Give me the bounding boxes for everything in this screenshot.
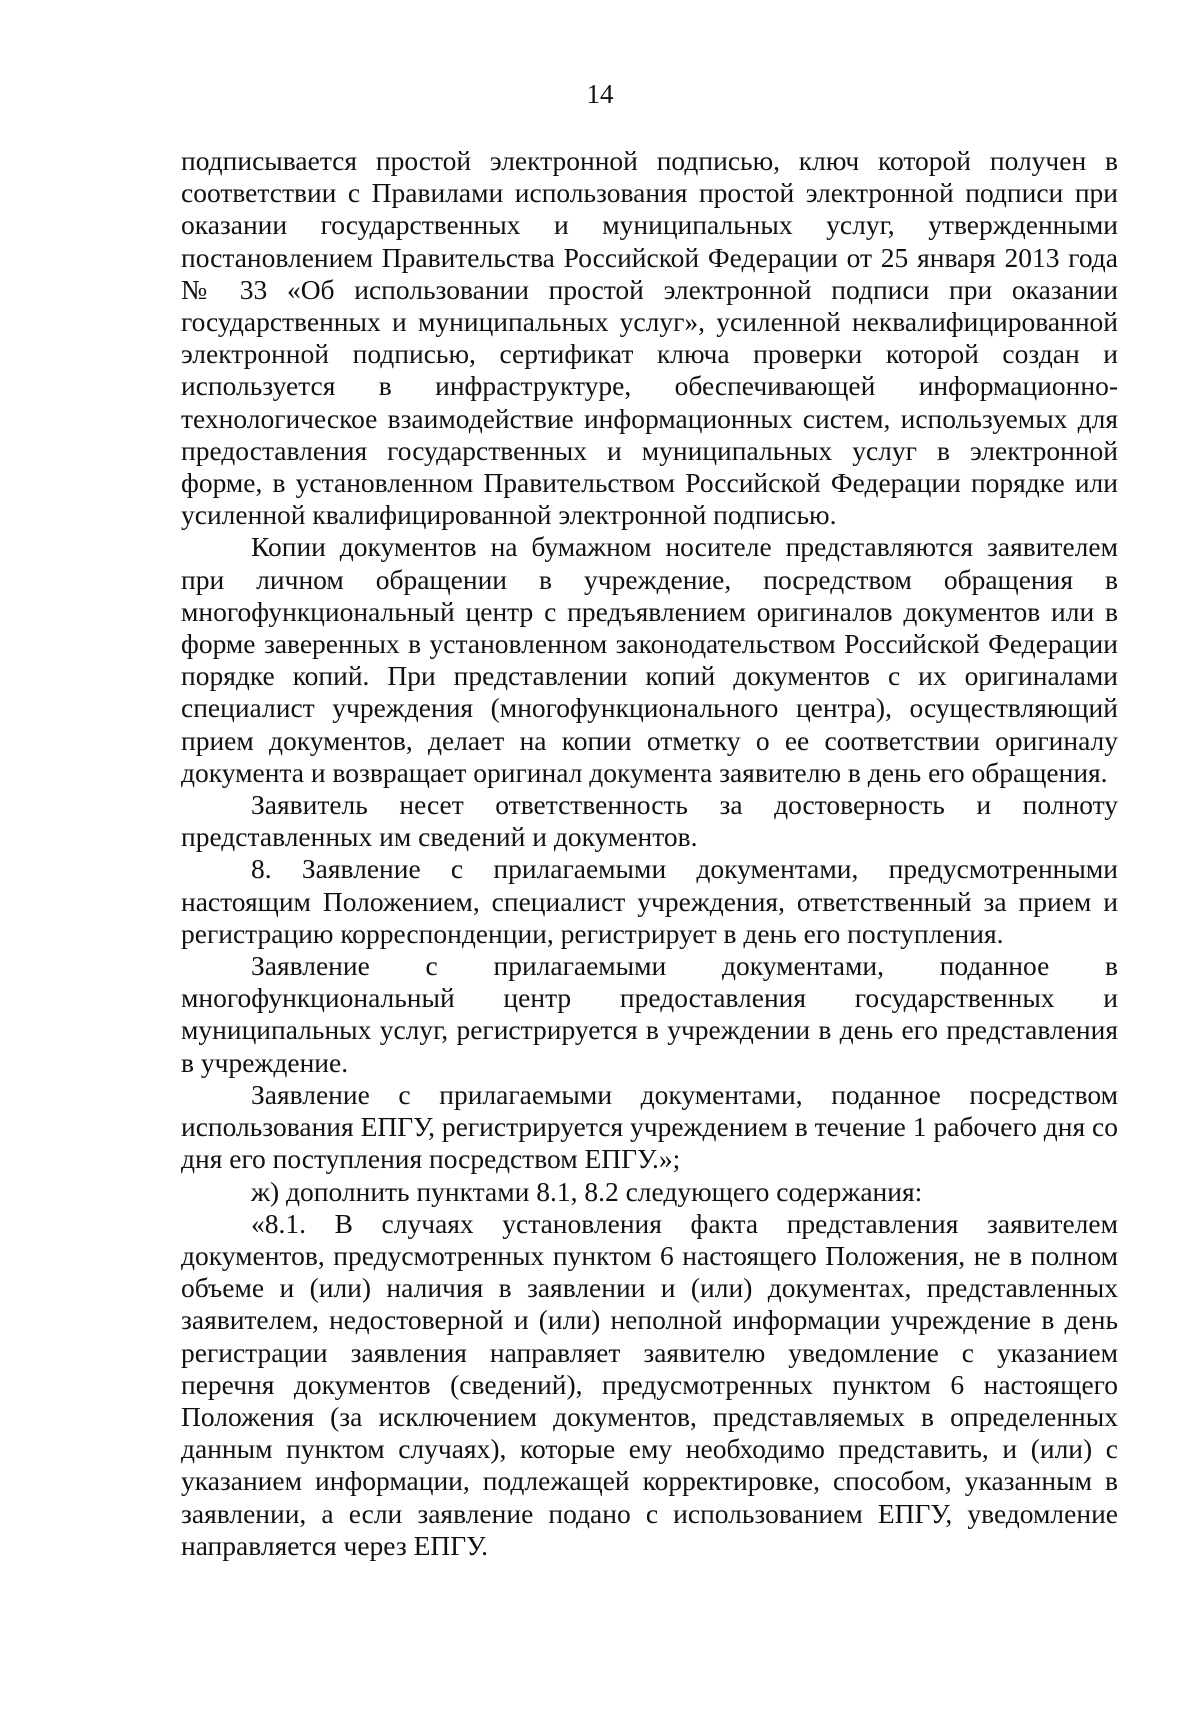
paragraph-epgu-registration: Заявление с прилагаемыми документами, поданное посредством использования ЕПГУ, регистрируется учреждением в течение 1 рабочего дня со дня его поступления посредством ЕПГУ.»;	[181, 1078, 1118, 1175]
paragraph-paper-copies: Копии документов на бумажном носителе представляются заявителем при личном обращении в учреждение, посредством обращения в многофункциональный центр с предъявлением оригиналов документов или в форме заверенных в установленном законодательством Российской Федерации порядке копий. При представлении копий документов с их оригиналами специалист учреждения (многофункционального центра), осуществляющий прием документов, делает на копии отметку о ее соответствии оригиналу документа и возвращает оригинал документа заявителю в день его обращения.	[181, 531, 1118, 788]
paragraph-mfc-registration: Заявление с прилагаемыми документами, поданное в многофункциональный центр предоставления государственных и муниципальных услуг, регистрируется в учреждении в день его представления в учреждение.	[181, 950, 1118, 1078]
paragraph-item-8-registration: 8. Заявление с прилагаемыми документами, предусмотренными настоящим Положением, специалист учреждения, ответственный за прием и регистрацию корреспонденции, регистрирует в день его поступления.	[181, 853, 1118, 949]
document-body	[181, 145, 1118, 1562]
paragraph-applicant-responsibility: Заявитель несет ответственность за достоверность и полноту представленных им сведений и документов.	[181, 789, 1118, 853]
paragraph-item-8-1: «8.1. В случаях установления факта представления заявителем документов, предусмотренных пунктом 6 настоящего Положения, не в полном объеме и (или) наличия в заявлении и (или) документах, представленных заявителем, недостоверной и (или) неполной информации учреждение в день регистрации заявления направляет заявителю уведомление с указанием перечня документов (сведений), предусмотренных пунктом 6 настоящего Положения (за исключением документов, представляемых в определенных данным пунктом случаях), которые ему необходимо представить, и (или) с указанием информации, подлежащей корректировке, способом, указанным в заявлении, а если заявление подано с использованием ЕПГУ, уведомление направляется через ЕПГУ.	[181, 1207, 1118, 1561]
paragraph-signature-continuation: подписывается простой электронной подписью, ключ которой получен в соответствии с Правилами использования простой электронной подписи при оказании государственных и муниципальных услуг, утвержденными постановлением Правительства Российской Федерации от 25 января 2013 года № 33 «Об использовании простой электронной подписи при оказании государственных и муниципальных услуг», усиленной неквалифицированной электронной подписью, сертификат ключа проверки которой создан и используется в инфраструктуре, обеспечивающей информационно-технологическое взаимодействие информационных систем, используемых для предоставления государственных и муниципальных услуг в электронной форме, в установленном Правительством Российской Федерации порядке или усиленной квалифицированной электронной подписью.	[181, 145, 1118, 531]
paragraph-amendment-zh: ж) дополнить пунктами 8.1, 8.2 следующего содержания:	[251, 1175, 923, 1207]
page-number: 14	[586, 79, 614, 109]
